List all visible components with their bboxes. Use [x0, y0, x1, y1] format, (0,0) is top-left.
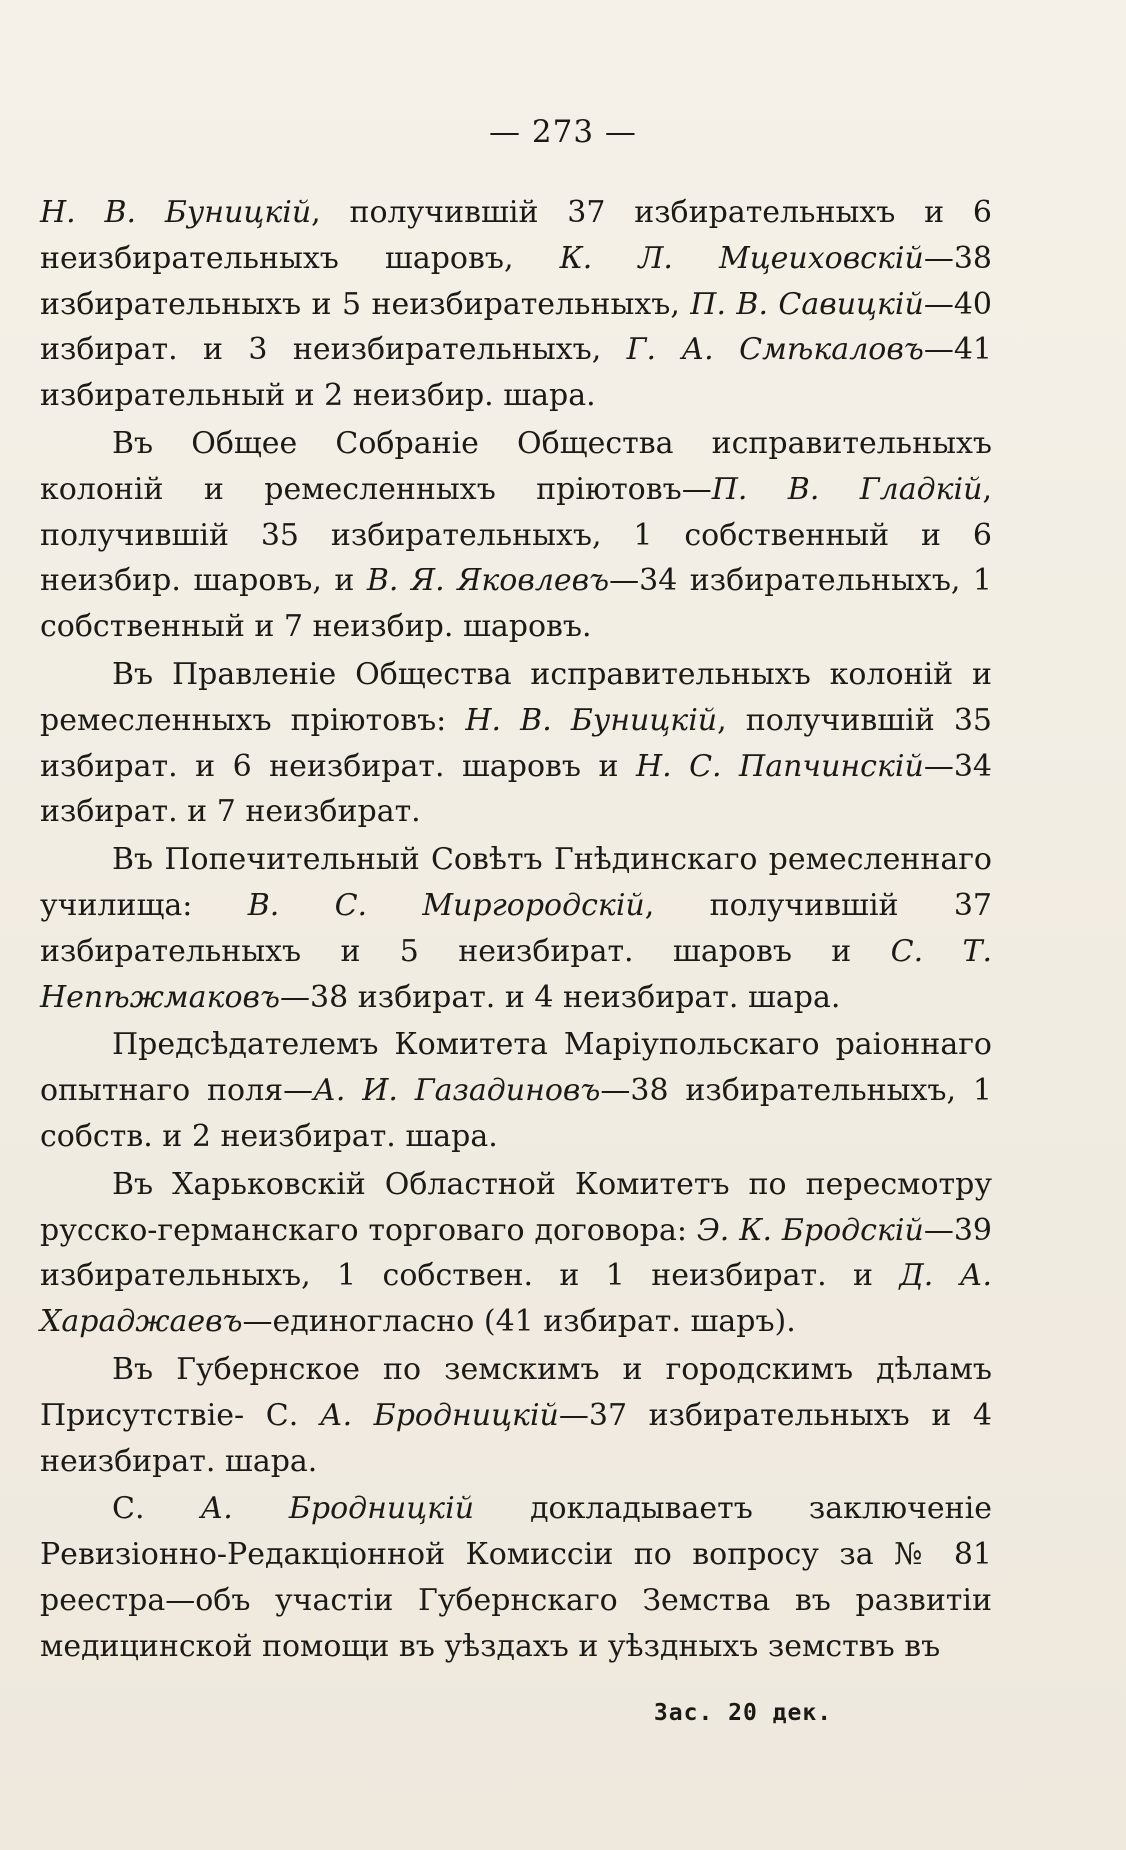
text-run: —34 избирательныхъ, 1 собственный и 7 неизбир. шаровъ. [40, 563, 992, 645]
text-run: Въ Правленіе Общества исправительныхъ колоній и ремесленныхъ пріютовъ: [40, 656, 992, 738]
person-name: В. Я. Яковлевъ [366, 563, 610, 599]
paragraph [40, 652, 992, 835]
paragraph [40, 190, 992, 419]
text-run: докладываетъ заключеніе Ревизіонно-Редакціонной Комиссіи по вопросу за № 81 реестра—объ участіи Губернскаго Земства въ развитіи медицинской помощи въ уѣздахъ и уѣздныхъ земствъ въ [40, 1491, 993, 1664]
paragraph [40, 1162, 992, 1345]
text-run: , получившій 37 избирательныхъ и 5 неизбират. шаровъ и [40, 887, 993, 969]
person-name: Н. С. Папчинскій [635, 748, 924, 784]
paragraph [40, 1022, 992, 1159]
paragraph [40, 421, 992, 650]
text-run: —38 избирательныхъ, 1 собств. и 2 неизбират. шара. [40, 1073, 992, 1154]
text-run: , получившій 35 избирательныхъ, 1 собственный и 6 неизбир. шаровъ, и [40, 471, 992, 599]
person-name: В. С. Миргородскій [247, 887, 645, 923]
text-run: Въ Харьковскій Областной Комитетъ по пересмотру русско-германскаго торговаго договора: [40, 1166, 992, 1248]
person-name: Н. В. Буницкій [40, 195, 312, 230]
paragraph [40, 1486, 992, 1669]
person-name: А. И. Газадиновъ [313, 1073, 601, 1109]
text-run: , получившій 37 избирательныхъ и 6 неизбирательныхъ шаровъ, [40, 195, 992, 276]
person-name: Д. А. Хараджаевъ [40, 1258, 992, 1340]
person-name: А. Бродницкій [200, 1491, 475, 1527]
person-name: Г. А. Смѣкаловъ [626, 332, 924, 368]
page-number: — 273 — [489, 114, 637, 150]
person-name: Э. К. Бродскій [696, 1212, 924, 1248]
paragraph [40, 1347, 992, 1484]
text-run: —40 избират. и 3 неизбирательныхъ, [40, 286, 992, 368]
paragraph [40, 837, 992, 1020]
person-name: С. Т. Непѣжмаковъ [40, 933, 992, 1015]
text-run: —37 избирательныхъ и 4 неизбират. шара. [40, 1397, 992, 1479]
text-run: —41 избирательный и 2 неизбир. шара. [40, 332, 992, 414]
person-name: А. Бродницкій [319, 1397, 559, 1433]
person-name: К. Л. Мцеиховскій [559, 240, 924, 276]
text-run: Въ Общее Собраніе Общества исправительныхъ колоній и ремесленныхъ пріютовъ— [40, 425, 992, 507]
text-run: —38 избирательныхъ и 5 неизбирательныхъ, [40, 240, 993, 322]
text-run: , получившій 35 избират. и 6 неизбират. шаровъ и [40, 702, 992, 784]
text-run: С. [112, 1491, 201, 1527]
text-run: Предсѣдателемъ Комитета Маріупольскаго раіоннаго опытнаго поля— [40, 1027, 992, 1109]
person-name: П. В. Гладкій [711, 471, 983, 507]
person-name: Н. В. Буницкій [465, 702, 718, 738]
text-run: —34 избират. и 7 неизбират. [40, 748, 992, 830]
text-run: —единогласно (41 избират. шаръ). [242, 1304, 796, 1340]
text-run: Въ Попечительный Совѣтъ Гнѣдинскаго ремесленнаго училища: [40, 842, 992, 923]
text-run: —39 избирательныхъ, 1 собствен. и 1 неизбират. и [40, 1212, 993, 1294]
document-body [40, 190, 992, 1672]
text-run: Въ Губернское по земскимъ и городскимъ дѣламъ Присутствіе- С. [40, 1351, 992, 1433]
person-name: П. В. Савицкій [690, 286, 924, 322]
printer-signature: Зас. 20 дек. [653, 1700, 833, 1726]
text-run: —38 избират. и 4 неизбират. шара. [280, 979, 841, 1015]
